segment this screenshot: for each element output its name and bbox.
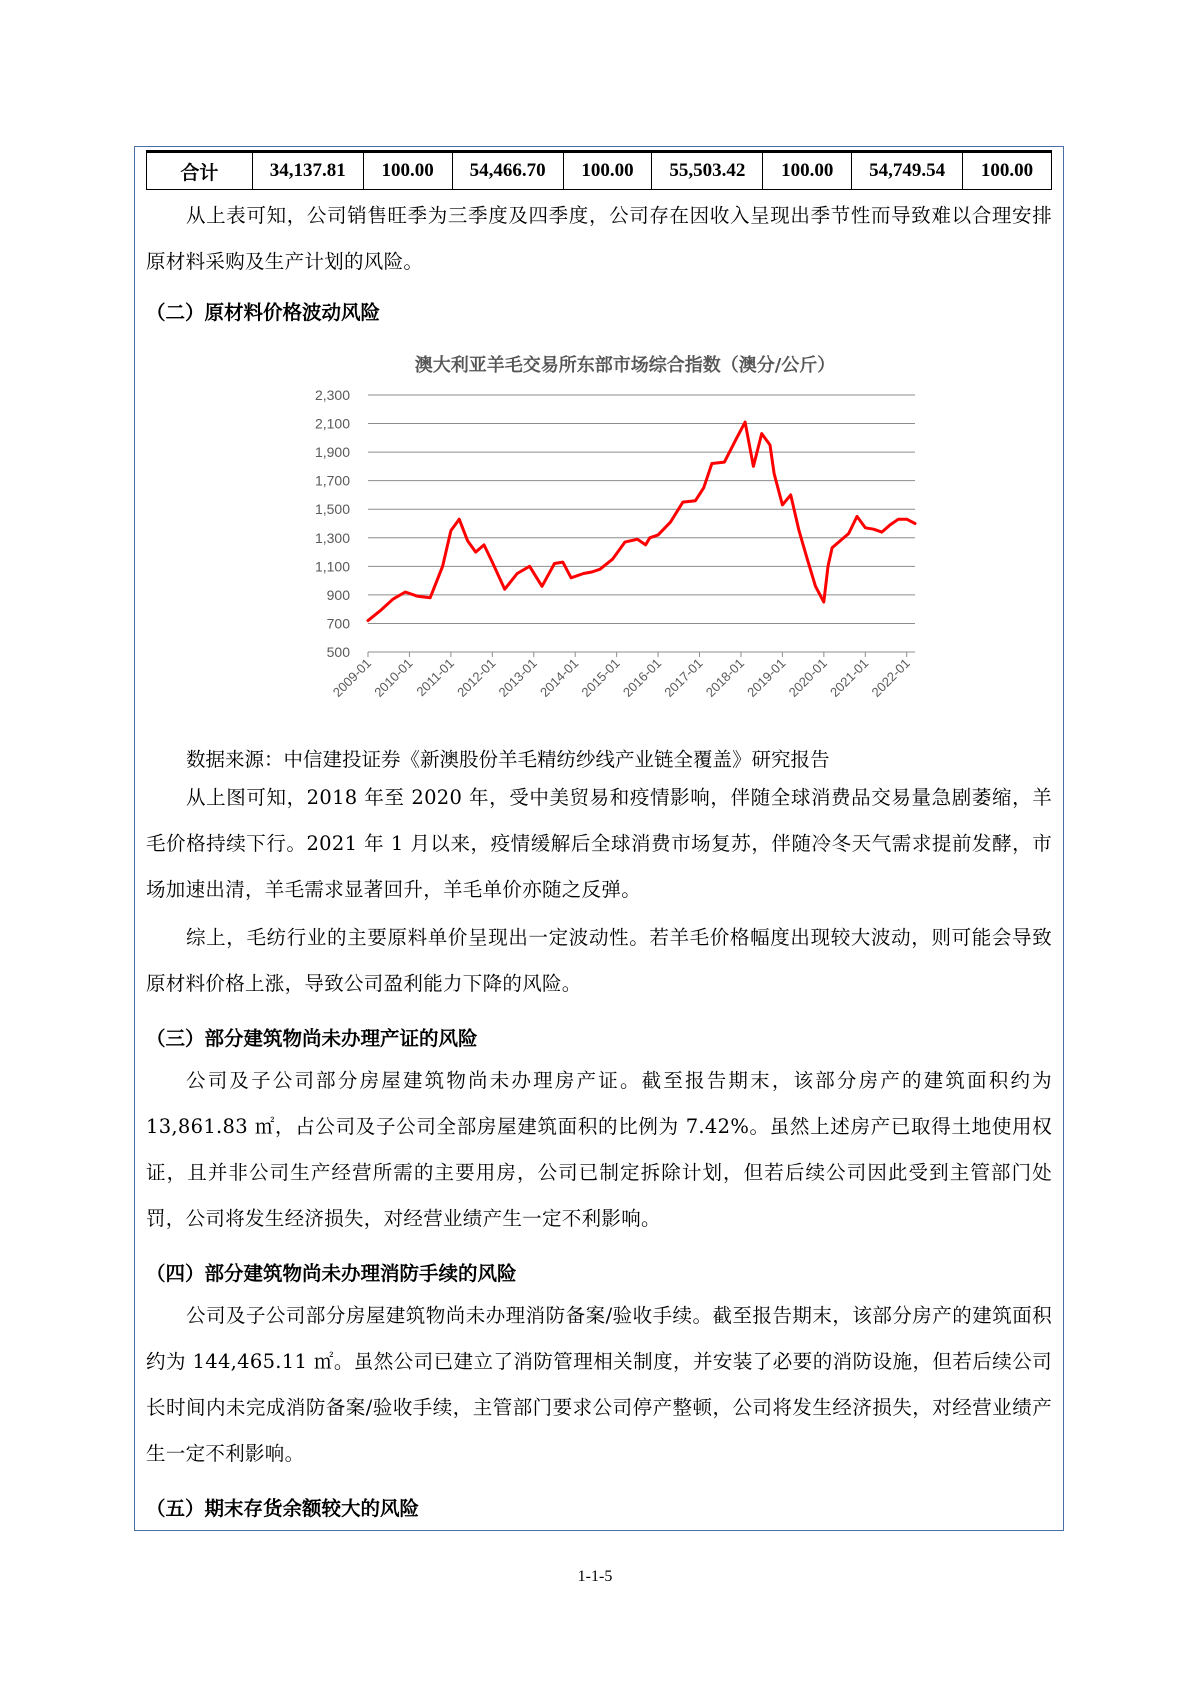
paragraph-wool-price: 从上图可知，2018 年至 2020 年，受中美贸易和疫情影响，伴随全球消费品交易量急剧萎缩，羊毛价格持续下行。2021 年 1 月以来，疫情缓解后全球消费市场复苏，伴随冷冬天气需求提前发酵，市场加速出清，羊毛需求显著回升，羊毛单价亦随之反弹。 bbox=[146, 786, 1052, 901]
x-tick-label: 2012-01 bbox=[454, 655, 499, 700]
x-tick-label: 2020-01 bbox=[785, 655, 830, 700]
table-cell: 55,503.42 bbox=[652, 152, 763, 190]
table-cell: 54,749.54 bbox=[852, 152, 963, 190]
section-heading-raw-material: （二）原材料价格波动风险 bbox=[146, 301, 381, 324]
data-point bbox=[798, 529, 800, 531]
data-point bbox=[711, 462, 713, 464]
table-cell: 100.00 bbox=[563, 152, 652, 190]
y-tick-label: 1,100 bbox=[314, 558, 350, 575]
data-point bbox=[392, 598, 394, 600]
data-point bbox=[889, 524, 891, 526]
data-point bbox=[831, 547, 833, 549]
section-heading-property-cert: （三）部分建筑物尚未办理产证的风险 bbox=[146, 1027, 478, 1050]
data-point bbox=[682, 501, 684, 503]
y-tick-label: 500 bbox=[326, 644, 350, 660]
data-point bbox=[591, 571, 593, 573]
data-point bbox=[541, 585, 543, 587]
data-point bbox=[491, 561, 493, 563]
y-tick-label: 2,100 bbox=[314, 415, 350, 432]
data-point bbox=[914, 522, 916, 524]
total-table bbox=[146, 150, 1052, 190]
data-point bbox=[644, 544, 646, 546]
data-point bbox=[483, 544, 485, 546]
chart-canvas bbox=[300, 345, 950, 730]
wool-index-chart bbox=[300, 345, 950, 730]
data-point bbox=[872, 528, 874, 530]
section-heading-inventory: （五）期末存货余额较大的风险 bbox=[146, 1497, 420, 1520]
y-tick-label: 1,500 bbox=[314, 501, 350, 518]
data-point bbox=[839, 539, 841, 541]
paragraph-property-cert: 公司及子公司部分房屋建筑物尚未办理房产证。截至报告期末，该部分房产的建筑面积约为 13,861.83 ㎡，占公司及子公司全部房屋建筑面积的比例为 7.42%。虽然上述房产已取得土地使用权证，且并非公司生产经营所需的主要用房，公司已制定拆除计划，但若后续公司因此受到主管部门处罚，公司将发生经济损失，对经营业绩产生一定不利影响。 bbox=[146, 1069, 1052, 1230]
page-number: 1-1-5 bbox=[577, 1568, 613, 1585]
table-cell: 100.00 bbox=[363, 152, 452, 190]
data-point bbox=[694, 499, 696, 501]
data-point bbox=[669, 521, 671, 523]
data-point bbox=[760, 432, 762, 434]
data-point bbox=[823, 601, 825, 603]
table-cell: 100.00 bbox=[963, 152, 1052, 190]
data-point bbox=[570, 577, 572, 579]
data-point bbox=[736, 437, 738, 439]
table-cell: 100.00 bbox=[763, 152, 852, 190]
data-point bbox=[367, 619, 369, 621]
table-cell: 34,137.81 bbox=[252, 152, 363, 190]
data-point bbox=[864, 527, 866, 529]
chart-source-note: 数据来源：中信建投证券《新澳股份羊毛精纺纱线产业链全覆盖》研究报告 bbox=[186, 748, 830, 771]
data-point bbox=[504, 588, 506, 590]
table-cell: 54,466.70 bbox=[452, 152, 563, 190]
table-row bbox=[147, 152, 1052, 190]
y-tick-label: 2,300 bbox=[314, 387, 350, 403]
data-point bbox=[458, 518, 460, 520]
x-tick-label: 2022-01 bbox=[868, 655, 913, 700]
data-point bbox=[379, 609, 381, 611]
paragraph-seasonality: 从上表可知，公司销售旺季为三季度及四季度，公司存在因收入呈现出季节性而导致难以合理安排原材料采购及生产计划的风险。 bbox=[146, 204, 1052, 273]
data-point bbox=[827, 565, 829, 567]
paragraph-summary: 综上，毛纺行业的主要原料单价呈现出一定波动性。若羊毛价格幅度出现较大波动，则可能会导致原材料价格上涨，导致公司盈利能力下降的风险。 bbox=[146, 926, 1052, 995]
data-point bbox=[404, 591, 406, 593]
x-tick-label: 2018-01 bbox=[702, 655, 748, 700]
data-point bbox=[752, 465, 754, 467]
x-tick-label: 2013-01 bbox=[495, 655, 540, 700]
data-point bbox=[789, 494, 791, 496]
x-tick-label: 2021-01 bbox=[827, 655, 872, 700]
data-point bbox=[769, 444, 771, 446]
data-point bbox=[702, 487, 704, 489]
x-tick-label: 2011-01 bbox=[413, 655, 458, 700]
data-point bbox=[516, 572, 518, 574]
data-point bbox=[582, 572, 584, 574]
x-tick-label: 2014-01 bbox=[536, 655, 582, 700]
x-tick-label: 2009-01 bbox=[329, 655, 375, 700]
data-point bbox=[806, 558, 808, 560]
x-tick-label: 2017-01 bbox=[661, 655, 706, 700]
data-point bbox=[417, 595, 419, 597]
data-point bbox=[624, 541, 626, 543]
data-point bbox=[814, 585, 816, 587]
data-point bbox=[441, 565, 443, 567]
data-point bbox=[528, 565, 530, 567]
total-label-cell: 合计 bbox=[147, 152, 253, 190]
data-point bbox=[906, 518, 908, 520]
x-tick-label: 2016-01 bbox=[619, 655, 665, 700]
x-tick-label: 2010-01 bbox=[371, 655, 416, 700]
data-point bbox=[611, 558, 613, 560]
y-tick-label: 1,700 bbox=[314, 472, 350, 489]
data-point bbox=[599, 568, 601, 570]
data-point bbox=[723, 461, 725, 463]
x-tick-label: 2015-01 bbox=[578, 655, 623, 700]
y-tick-label: 1,900 bbox=[314, 444, 350, 461]
data-point bbox=[562, 561, 564, 563]
y-tick-label: 700 bbox=[326, 615, 350, 632]
data-point bbox=[847, 532, 849, 534]
y-tick-label: 900 bbox=[326, 586, 350, 603]
data-point bbox=[744, 421, 746, 423]
data-point bbox=[429, 597, 431, 599]
data-point bbox=[649, 537, 651, 539]
data-point bbox=[856, 515, 858, 517]
section-heading-fire-safety: （四）部分建筑物尚未办理消防手续的风险 bbox=[146, 1262, 517, 1285]
x-tick-label: 2019-01 bbox=[744, 655, 789, 700]
data-point bbox=[897, 518, 899, 520]
data-point bbox=[657, 534, 659, 536]
data-point bbox=[450, 529, 452, 531]
data-point bbox=[773, 472, 775, 474]
y-tick-label: 1,300 bbox=[314, 529, 350, 546]
paragraph-fire-safety: 公司及子公司部分房屋建筑物尚未办理消防备案/验收手续。截至报告期末，该部分房产的建筑面积约为 144,465.11 ㎡。虽然公司已建立了消防管理相关制度，并安装了必要的消防设施，但若后续公司长时间内未完成消防备案/验收手续，主管部门要求公司停产整顿，公司将发生经济损失，对经营业绩产生一定不利影响。 bbox=[146, 1304, 1052, 1465]
chart-title: 澳大利亚羊毛交易所东部市场综合指数（澳分/公斤） bbox=[414, 355, 836, 376]
data-point bbox=[881, 531, 883, 533]
data-point bbox=[466, 539, 468, 541]
data-point bbox=[553, 562, 555, 564]
data-point bbox=[475, 551, 477, 553]
data-point bbox=[781, 504, 783, 506]
data-point bbox=[636, 538, 638, 540]
